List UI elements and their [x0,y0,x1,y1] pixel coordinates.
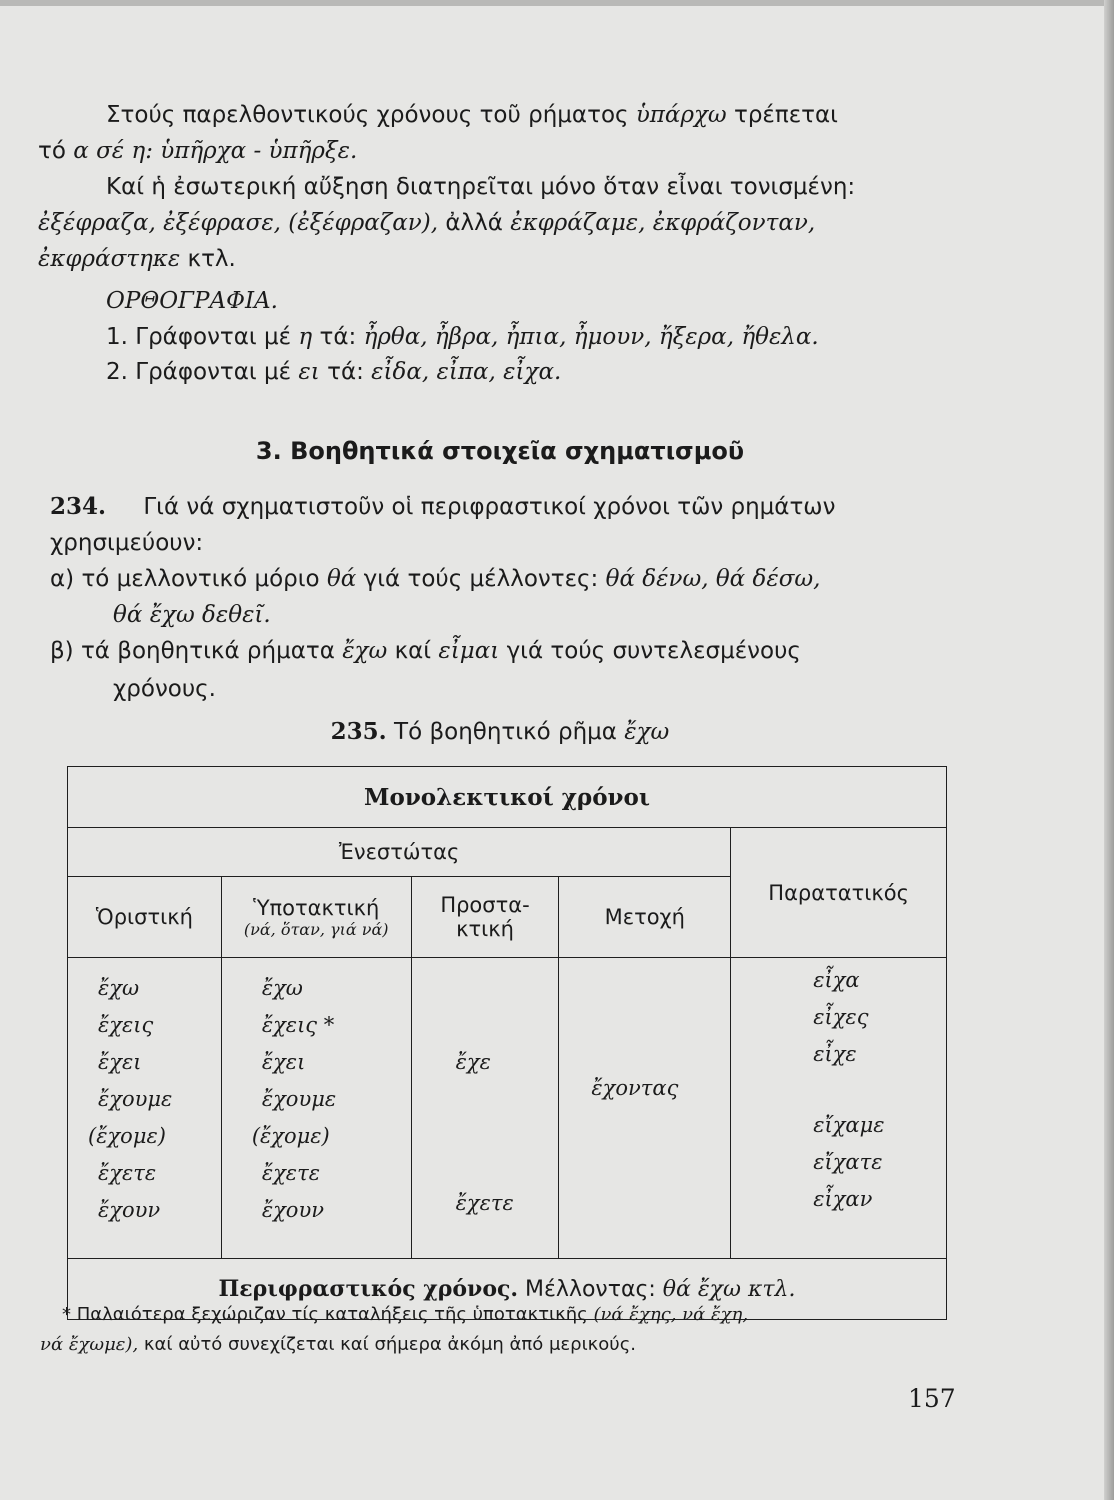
participle-forms [559,958,731,1259]
verb-example: θά δένω, θά δέσω, [605,566,821,592]
form: ἔχετε [455,1191,514,1215]
verb-example: ἐκφράστηκε [38,246,181,272]
form: εἶχες [813,1005,869,1029]
col-header-indicative: Ὁριστική [68,877,222,958]
text: Προστα- [440,893,530,917]
form: ἔχουμε [98,1087,173,1111]
form: εἶχα [813,968,860,992]
form: ἔχει [98,1050,142,1074]
orthography-heading: ΟΡΘΟΓΡΑΦΙΑ. [106,288,278,314]
form: ἔχουμε [261,1087,337,1111]
verb-example: θά ἔχω κτλ. [662,1277,796,1302]
form: ἔχεις * [261,1013,335,1037]
verb-example: (νά ἔχης, νά ἔχη, [593,1304,749,1325]
text: γιά τούς μέλλοντες: [363,566,599,592]
verb-example: ἔχω [624,719,670,745]
form: ἔχε [455,1050,491,1074]
p234-item-a [50,564,820,594]
text: τρέπεται [733,102,838,128]
verb-example: ἐκφράζαμε, ἐκφράζονταν, [510,210,816,236]
text: γιά τούς συντελεσμένους [506,638,801,664]
text: Περιφραστικός χρόνος. [218,1276,519,1302]
table-title [0,718,1000,745]
conjugation-table [67,766,947,1320]
text: 1. Γράφονται μέ [106,324,292,350]
word-list: εἶδα, εἶπα, εἶχα. [371,359,562,385]
form: εἴχαμε [813,1113,885,1137]
verb-example: α σέ η: ὑπῆρχα - ὑπῆρξε. [73,138,358,164]
verb-example: εἶμαι [438,638,500,664]
text: Στούς παρελθοντικούς χρόνους τοῦ ρήματος [106,102,629,128]
text: κτλ. [187,246,236,272]
text: κτική [456,917,514,941]
text: Μέλλοντας: [525,1277,656,1302]
paragraph-number: 234. [50,493,107,520]
imperfect-forms [731,958,947,1259]
col-header-subjunctive [221,877,411,958]
p234-line-2: χρησιμεύουν: [50,530,204,556]
form: ἔχετε [261,1161,320,1185]
col-header-imperfect: Παρατατικός [731,828,947,958]
form: εἶχε [813,1042,857,1066]
verb-example: νά ἔχωμε), [40,1334,139,1355]
particle: θά [326,566,357,592]
text: 2. Γράφονται μέ [106,359,292,385]
col-header-present: Ἐνεστώτας [68,828,731,877]
paragraph-2-line-2 [38,208,815,238]
form: ἔχετε [98,1161,157,1185]
col-header-imperative [411,877,559,958]
text: τά: [319,324,357,350]
text: β) τά βοηθητικά ρήματα [50,638,335,664]
paragraph-1-line-2 [38,136,357,166]
col-header-participle: Μετοχή [559,877,731,958]
orthography-rule-1 [106,322,819,352]
p234-item-b-cont: χρόνους. [113,676,216,702]
p234-item-b [50,636,801,666]
form: ἔχουν [98,1198,161,1222]
paragraph-1-line-1 [106,100,838,130]
text: * Παλαιότερα ξεχώριζαν τίς καταλήξεις τῆς ὑποτακτικῆς [62,1304,588,1325]
text: ἀλλά [445,210,503,236]
verb-example: ὑπάρχω [635,102,727,128]
form: ἔχοντας [591,1076,679,1100]
form: ἔχεις [98,1013,154,1037]
form: εἶχαν [813,1187,873,1211]
orthography-rule-2 [106,357,561,387]
form: ἔχω [261,976,303,1000]
indicative-forms [68,958,222,1259]
text: Ὑποτακτική [253,895,380,920]
subjunctive-forms [221,958,411,1259]
text: Καί ἡ ἐσωτερική αὔξηση διατηρεῖται μόνο ὅταν εἶναι τονισμένη: [106,174,856,200]
form: (ἔχομε) [251,1124,330,1148]
form: ἔχω [98,976,140,1000]
text: Γιά νά σχηματιστοῦν οἱ περιφραστικοί χρόνοι τῶν ρημάτων [143,494,836,520]
letter: η [298,324,313,350]
form: εἴχατε [813,1150,883,1174]
verb-example: ἔχω [342,638,388,664]
p234-item-a-cont: θά ἔχω δεθεῖ. [113,602,271,628]
text: καί αὐτό συνεχίζεται καί σήμερα ἀκόμη ἀπό μερικούς. [143,1334,636,1355]
footnote-line-1 [62,1302,748,1328]
imperative-forms [411,958,559,1259]
form: (ἔχομε) [88,1124,166,1148]
letter: ει [298,359,320,385]
text: τό [38,138,66,164]
form: ἔχει [261,1050,306,1074]
verb-example: ἐξέφραζα, ἐξέφρασε, (ἐξέφραζαν), [38,210,439,236]
page-number: 157 [908,1384,956,1413]
text: τά: [327,359,364,385]
subjunctive-note: (νά, ὅταν, γιά νά) [243,919,389,939]
text: Τό βοηθητικό ρῆμα [394,719,617,745]
paragraph-number: 235. [330,718,387,745]
footnote-line-2 [40,1332,636,1358]
text: α) τό μελλοντικό μόριο [50,566,320,592]
paragraph-2-line-1 [106,172,855,202]
page-top-edge [0,0,1114,6]
paragraph-2-line-3 [38,244,236,274]
page-binding-edge [1104,0,1114,1500]
table-header-simple-tenses: Μονολεκτικοί χρόνοι [68,767,947,828]
text: καί [394,638,432,664]
form: ἔχουν [261,1198,324,1222]
p234-line-1 [50,492,835,522]
word-list: ἦρθα, ἦβρα, ἦπια, ἦμουν, ἤξερα, ἤθελα. [363,324,819,350]
section-title: 3. Βοηθητικά στοιχεῖα σχηματισμοῦ [255,437,745,465]
